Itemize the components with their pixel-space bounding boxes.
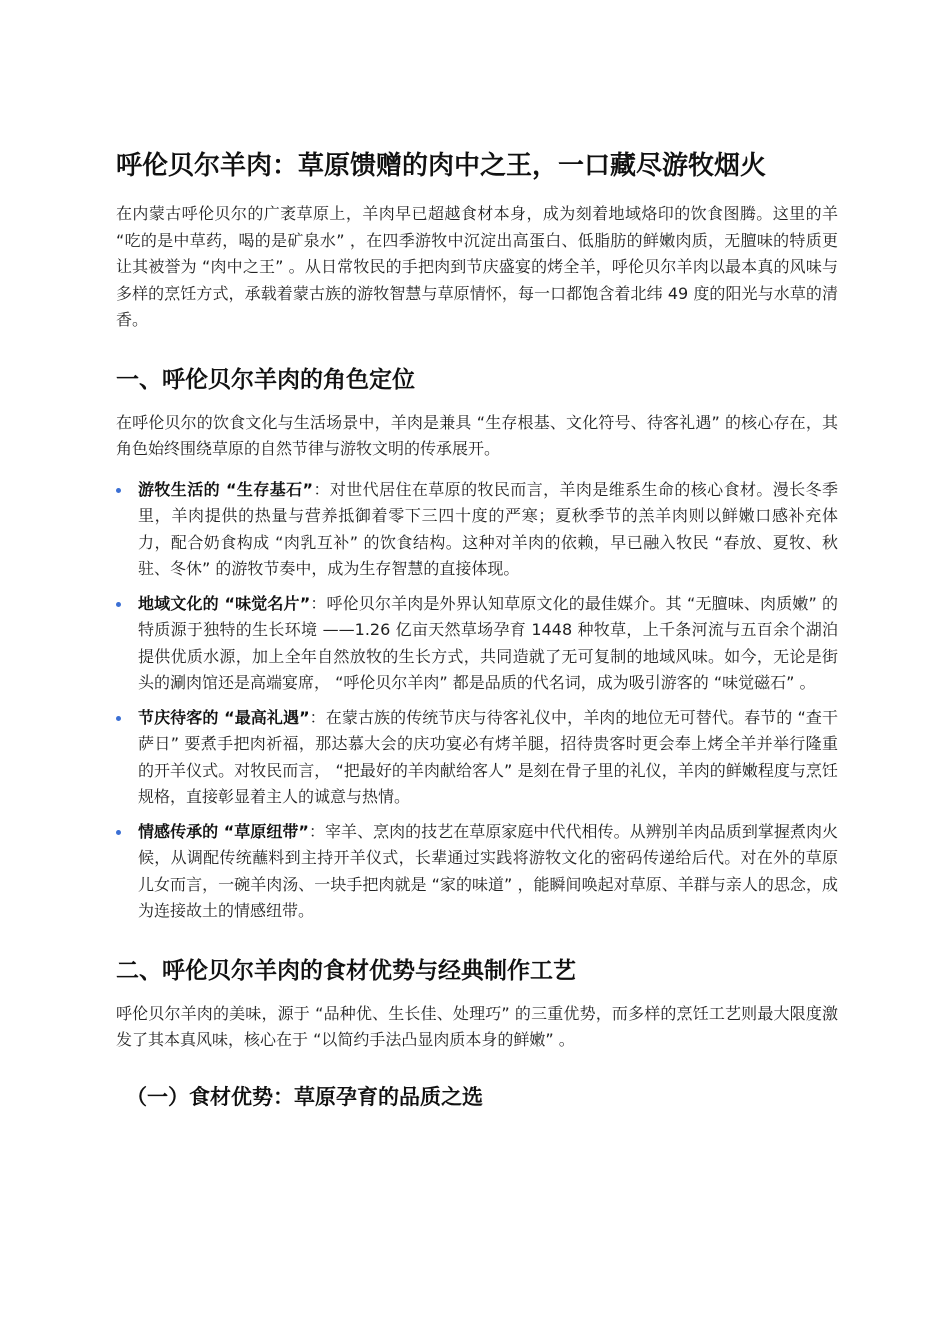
- list-item-lead: 地域文化的 “味觉名片”: [138, 593, 311, 613]
- bullet-dot-icon: [116, 830, 121, 835]
- list-item: [116, 477, 838, 583]
- role-bullet-list: [116, 477, 838, 925]
- list-item: [116, 591, 838, 697]
- section-heading-role: 一、呼伦贝尔羊肉的角色定位: [116, 366, 415, 393]
- list-item-lead: 情感传承的 “草原纽带”: [138, 821, 309, 841]
- list-item-text: ：在蒙古族的传统节庆与待客礼仪中，羊肉的地位无可替代。春节的 “查干萨日” 要煮手把肉祈福，那达慕大会的庆功宴必有烤羊腿，招待贵客时更会奉上烤全羊并举行隆重的开羊仪式。对牧民而言， “把最好的羊肉献给客人” 是刻在骨子里的礼仪，羊肉的鲜嫩程度与烹饪规格，直接彰显着主人的诚意与热情。: [138, 707, 838, 806]
- list-item-text: ：呼伦贝尔羊肉是外界认知草原文化的最佳媒介。其 “无膻味、肉质嫩” 的特质源于独特的生长环境 ——1.26 亿亩天然草场孕育 1448 种牧草，上千条河流与五百余个湖泊提供优质水源，加上全年自然放牧的生长方式，共同造就了无可复制的地域风味。如今，无论是街头的涮肉馆还是高端宴席， “呼伦贝尔羊肉” 都是品质的代名词，成为吸引游客的 “味觉磁石” 。: [138, 593, 838, 692]
- section-heading-craft: 二、呼伦贝尔羊肉的食材优势与经典制作工艺: [116, 957, 576, 984]
- list-item-text: ：对世代居住在草原的牧民而言，羊肉是维系生命的核心食材。漫长冬季里，羊肉提供的热量与营养抵御着零下三四十度的严寒；夏秋季节的羔羊肉则以鲜嫩口感补充体力，配合奶食构成 “肉乳互补” 的饮食结构。这种对羊肉的依赖，早已融入牧民 “春放、夏牧、秋驻、冬休” 的游牧节奏中，成为生存智慧的直接体现。: [138, 479, 838, 578]
- intro-paragraph: 在内蒙古呼伦贝尔的广袤草原上，羊肉早已超越食材本身，成为刻着地域烙印的饮食图腾。这里的羊 “吃的是中草药，喝的是矿泉水” ，在四季游牧中沉淀出高蛋白、低脂肪的鲜嫩肉质，无膻味的特质更让其被誉为 “肉中之王” 。从日常牧民的手把肉到节庆盛宴的烤全羊，呼伦贝尔羊肉以最本真的风味与多样的烹饪方式，承载着蒙古族的游牧智慧与草原情怀，每一口都饱含着北纬 49 度的阳光与水草的清香。: [116, 204, 838, 329]
- section-intro-craft: 呼伦贝尔羊肉的美味，源于 “品种优、生长佳、处理巧” 的三重优势，而多样的烹饪工艺则最大限度激发了其本真风味，核心在于 “以简约手法凸显肉质本身的鲜嫩” 。: [116, 1003, 838, 1049]
- subsection-heading: （一）食材优势：草原孕育的品质之选: [126, 1084, 483, 1109]
- list-item: [116, 819, 838, 925]
- page-title: 呼伦贝尔羊肉：草原馈赠的肉中之王，一口藏尽游牧烟火: [116, 151, 767, 181]
- bullet-dot-icon: [116, 602, 121, 607]
- list-item: [116, 705, 838, 811]
- document-page: [116, 148, 838, 1112]
- list-item-text: ：宰羊、烹肉的技艺在草原家庭中代代相传。从辨别羊肉品质到掌握煮肉火候，从调配传统蘸料到主持开羊仪式，长辈通过实践将游牧文化的密码传递给后代。对在外的草原儿女而言，一碗羊肉汤、一块手把肉就是 “家的味道” ，能瞬间唤起对草原、羊群与亲人的思念，成为连接故土的情感纽带。: [138, 821, 838, 920]
- bullet-dot-icon: [116, 488, 121, 493]
- bullet-dot-icon: [116, 716, 121, 721]
- section-intro-role: 在呼伦贝尔的饮食文化与生活场景中，羊肉是兼具 “生存根基、文化符号、待客礼遇” 的核心存在，其角色始终围绕草原的自然节律与游牧文明的传承展开。: [116, 412, 838, 458]
- list-item-lead: 节庆待客的 “最高礼遇”: [138, 707, 310, 727]
- list-item-lead: 游牧生活的 “生存基石”: [138, 479, 314, 499]
